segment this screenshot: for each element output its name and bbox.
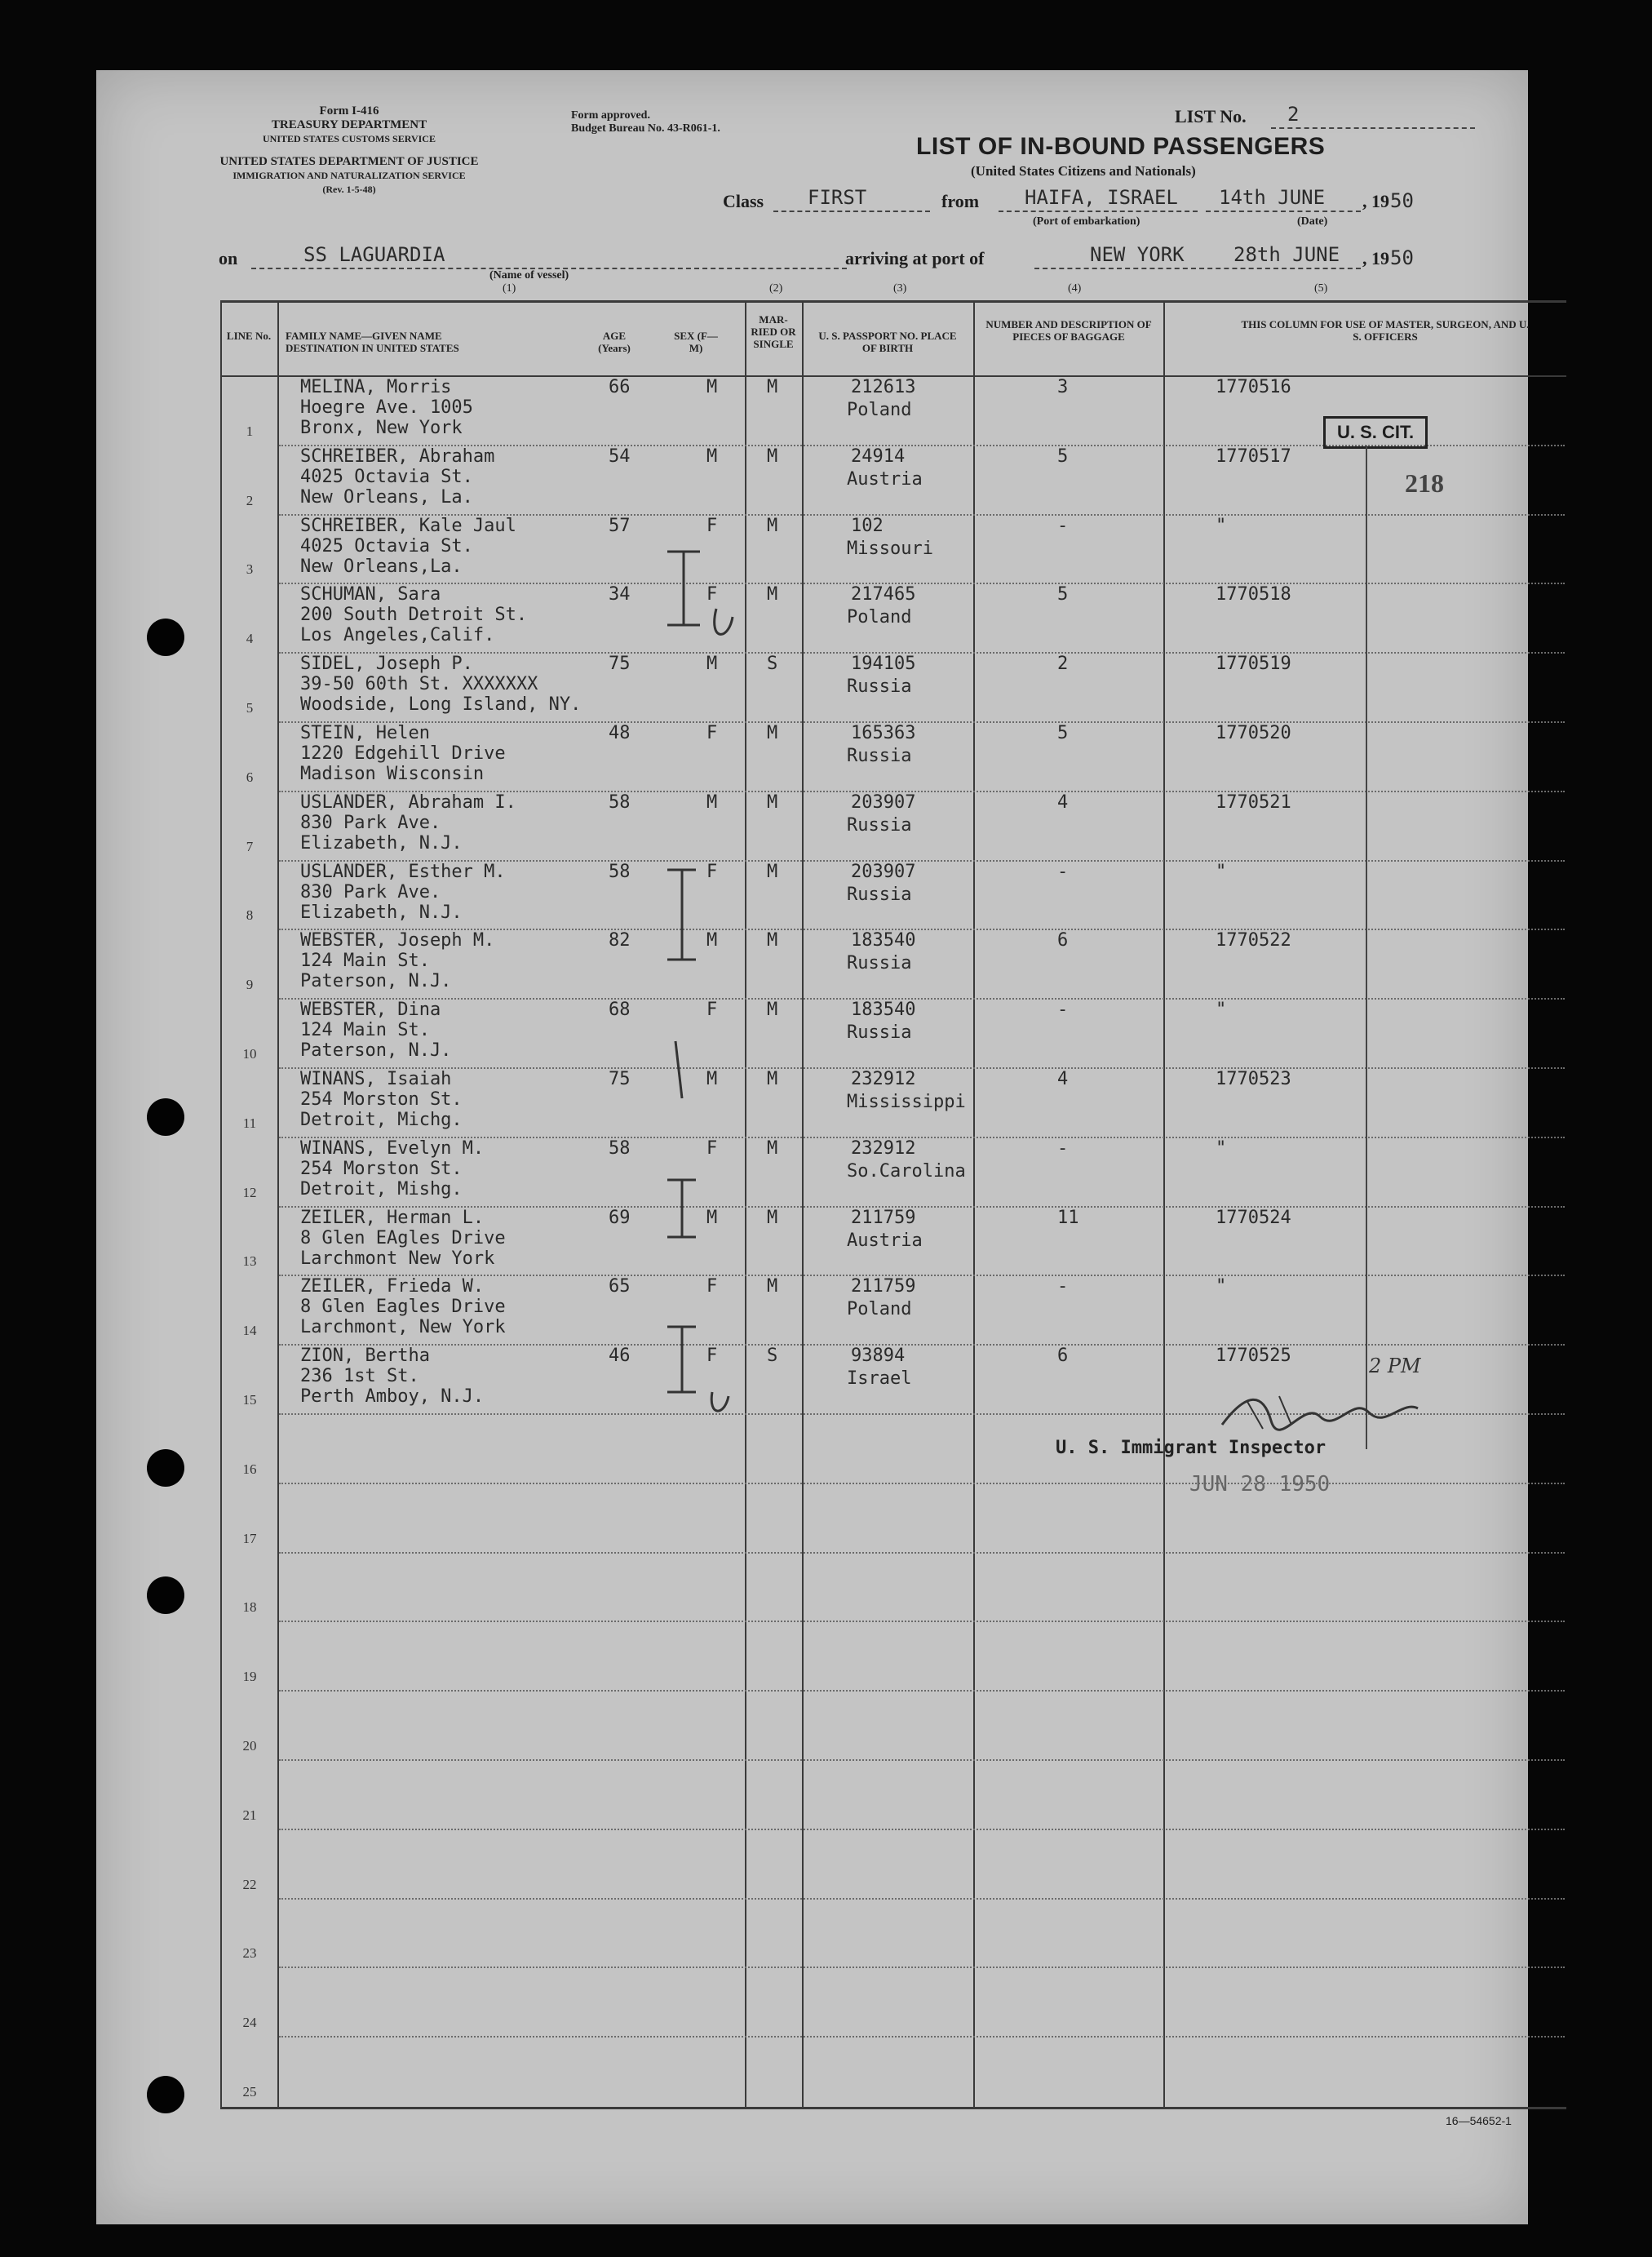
- place-of-birth: Israel: [847, 1368, 912, 1389]
- col-num-4: (4): [1068, 282, 1082, 295]
- passenger-name: STEIN, Helen: [300, 723, 430, 743]
- passenger-city: New Orleans, La.: [300, 487, 473, 508]
- passport-number: 24914: [851, 446, 906, 467]
- class-label: Class: [723, 191, 764, 211]
- pm-note: 2 PM: [1369, 1355, 1421, 1377]
- passenger-sex: F: [706, 1138, 718, 1159]
- line-number: 21: [242, 1807, 257, 1823]
- officer-number: 1770522: [1216, 930, 1291, 951]
- passport-number: 232912: [851, 1138, 916, 1159]
- passport-number: 232912: [851, 1069, 916, 1089]
- line-number: 20: [242, 1738, 257, 1754]
- passenger-marital: M: [767, 1138, 778, 1159]
- row-divider: [279, 1759, 1565, 1761]
- row-divider: [279, 1690, 1565, 1692]
- passenger-city: New Orleans,La.: [300, 556, 463, 577]
- col-header-age: AGE (Years): [598, 330, 631, 354]
- baggage-count: -: [1057, 1138, 1069, 1159]
- row-divider: [279, 583, 1565, 584]
- line-number: 2: [246, 493, 254, 508]
- row-divider: [279, 721, 1565, 723]
- class-value: FIRST: [808, 186, 867, 209]
- ins-service: IMMIGRATION AND NATURALIZATION SERVICE: [233, 170, 466, 181]
- col-header-baggage: NUMBER AND DESCRIPTION OF PIECES OF BAGGAGE: [985, 318, 1152, 343]
- passenger-street: 200 South Detroit St.: [300, 605, 528, 625]
- row-divider: [279, 1898, 1565, 1900]
- officer-number: ": [1216, 516, 1227, 536]
- passenger-name: ZEILER, Herman L.: [300, 1208, 485, 1228]
- line-number: 15: [242, 1392, 257, 1408]
- vessel-caption: (Name of vessel): [489, 269, 569, 282]
- passenger-name: USLANDER, Esther M.: [300, 862, 506, 882]
- line-number: 11: [242, 1115, 257, 1131]
- passenger-street: 4025 Octavia St.: [300, 536, 473, 556]
- passenger-age: 65: [609, 1276, 631, 1297]
- passenger-street: 124 Main St.: [300, 1020, 430, 1040]
- place-of-birth: Poland: [847, 1299, 912, 1319]
- line-number: 16: [242, 1461, 257, 1477]
- passenger-marital: M: [767, 1208, 778, 1228]
- form-number: Form I-416: [319, 104, 379, 118]
- passenger-street: 236 1st St.: [300, 1366, 419, 1386]
- inspector-label: U. S. Immigrant Inspector: [1056, 1438, 1326, 1458]
- count-218: 218: [1405, 468, 1444, 498]
- line-number: 25: [242, 2084, 257, 2100]
- passport-number: 102: [851, 516, 884, 536]
- col-num-2: (2): [769, 282, 783, 295]
- passenger-sex: F: [706, 862, 718, 882]
- place-of-birth: Russia: [847, 1022, 912, 1043]
- line-number: 9: [246, 977, 254, 992]
- arrival-port: NEW YORK: [1090, 243, 1185, 266]
- passenger-list-page: [96, 70, 1528, 2224]
- baggage-count: 5: [1057, 446, 1069, 467]
- row-divider: [279, 1621, 1565, 1622]
- passport-number: 211759: [851, 1276, 916, 1297]
- customs-service: UNITED STATES CUSTOMS SERVICE: [263, 133, 436, 144]
- officer-number: 1770518: [1216, 584, 1291, 605]
- place-of-birth: So.Carolina: [847, 1161, 966, 1182]
- place-of-birth: Mississippi: [847, 1092, 966, 1112]
- col-num-1: (1): [503, 282, 516, 295]
- row-divider: [279, 1344, 1565, 1346]
- passport-number: 183540: [851, 1000, 916, 1020]
- punch-hole: [147, 1576, 184, 1614]
- passenger-name: WINANS, Isaiah: [300, 1069, 452, 1089]
- baggage-count: 5: [1057, 584, 1069, 605]
- passenger-name: SCHUMAN, Sara: [300, 584, 441, 605]
- baggage-count: 4: [1057, 1069, 1069, 1089]
- revision: (Rev. 1-5-48): [322, 184, 376, 195]
- passenger-marital: M: [767, 723, 778, 743]
- line-number: 18: [242, 1599, 257, 1615]
- passenger-age: 58: [609, 792, 631, 813]
- port-caption: (Port of embarkation): [1033, 215, 1140, 228]
- place-of-birth: Russia: [847, 953, 912, 973]
- line-number: 12: [242, 1185, 257, 1200]
- passenger-city: Detroit, Michg.: [300, 1110, 463, 1130]
- passport-number: 217465: [851, 584, 916, 605]
- list-no-value: 2: [1287, 103, 1300, 126]
- passport-number: 212613: [851, 377, 916, 397]
- place-of-birth: Russia: [847, 676, 912, 697]
- passenger-marital: M: [767, 446, 778, 467]
- arrival-date: 28th JUNE: [1233, 243, 1340, 266]
- punch-hole: [147, 1098, 184, 1136]
- arrival-year-prefix: , 19: [1362, 248, 1389, 268]
- passenger-city: Detroit, Mishg.: [300, 1179, 463, 1199]
- officer-number: 1770520: [1216, 723, 1291, 743]
- inspector-date-stamp: JUN 28 1950: [1189, 1472, 1331, 1497]
- place-of-birth: Russia: [847, 885, 912, 905]
- passenger-street: 254 Morston St.: [300, 1089, 463, 1110]
- row-divider: [279, 2036, 1565, 2038]
- line-number: 24: [242, 2015, 257, 2030]
- punch-hole: [147, 1449, 184, 1487]
- col-num-3: (3): [893, 282, 907, 295]
- passenger-city: Elizabeth, N.J.: [300, 833, 463, 854]
- col-header-sex: SEX (F—M): [674, 330, 718, 354]
- handwritten-marks: [651, 527, 749, 1441]
- passenger-sex: M: [706, 446, 718, 467]
- line-number: 14: [242, 1323, 257, 1338]
- treasury-dept: TREASURY DEPARTMENT: [271, 118, 427, 131]
- line-number: 22: [242, 1877, 257, 1892]
- passenger-city: Bronx, New York: [300, 418, 463, 438]
- page-title: LIST OF IN-BOUND PASSENGERS: [916, 133, 1326, 160]
- officer-number: 1770523: [1216, 1069, 1291, 1089]
- passenger-age: 75: [609, 1069, 631, 1089]
- passenger-name: SCHREIBER, Abraham: [300, 446, 495, 467]
- arriving-label: arriving at port of: [845, 248, 985, 268]
- line-number: 5: [246, 700, 254, 716]
- passenger-street: 254 Morston St.: [300, 1159, 463, 1179]
- passenger-sex: M: [706, 1069, 718, 1089]
- passenger-marital: M: [767, 930, 778, 951]
- officer-number: ": [1216, 1276, 1227, 1297]
- line-number: 8: [246, 907, 254, 923]
- passenger-street: 8 Glen Eagles Drive: [300, 1297, 506, 1317]
- passenger-age: 54: [609, 446, 631, 467]
- officer-number: ": [1216, 1000, 1227, 1020]
- passenger-city: Paterson, N.J.: [300, 971, 452, 991]
- passenger-age: 68: [609, 1000, 631, 1020]
- passenger-sex: F: [706, 516, 718, 536]
- line-number: 17: [242, 1531, 257, 1546]
- passenger-age: 46: [609, 1346, 631, 1366]
- us-citizen-stamp: U. S. CIT.: [1323, 416, 1428, 449]
- passenger-city: Woodside, Long Island, NY.: [300, 694, 582, 715]
- officer-number: 1770521: [1216, 792, 1291, 813]
- justice-dept: UNITED STATES DEPARTMENT OF JUSTICE: [219, 155, 479, 168]
- baggage-count: 6: [1057, 1346, 1069, 1366]
- passenger-street: 830 Park Ave.: [300, 882, 441, 902]
- passenger-sex: M: [706, 930, 718, 951]
- passenger-sex: F: [706, 584, 718, 605]
- col-num-5: (5): [1314, 282, 1328, 295]
- line-number: 3: [246, 561, 254, 577]
- passenger-age: 66: [609, 377, 631, 397]
- line-number: 6: [246, 769, 254, 785]
- passport-number: 165363: [851, 723, 916, 743]
- arrival-year: 50: [1390, 246, 1414, 269]
- place-of-birth: Austria: [847, 469, 923, 490]
- officer-number: 1770525: [1216, 1346, 1291, 1366]
- passenger-city: Paterson, N.J.: [300, 1040, 452, 1061]
- budget-bureau: Budget Bureau No. 43-R061-1.: [571, 122, 720, 135]
- line-number: 1: [246, 423, 254, 439]
- passport-number: 203907: [851, 792, 916, 813]
- row-divider: [279, 1483, 1565, 1484]
- baggage-count: -: [1057, 1000, 1069, 1020]
- passenger-age: 75: [609, 654, 631, 674]
- officer-number: 1770516: [1216, 377, 1291, 397]
- passenger-street: Hoegre Ave. 1005: [300, 397, 473, 418]
- passenger-age: 58: [609, 1138, 631, 1159]
- row-divider: [279, 1829, 1565, 1830]
- place-of-birth: Russia: [847, 815, 912, 836]
- passenger-marital: M: [767, 377, 778, 397]
- embark-year: 50: [1390, 189, 1414, 212]
- line-number: 10: [242, 1046, 257, 1062]
- passenger-sex: M: [706, 377, 718, 397]
- punch-hole: [147, 619, 184, 656]
- passenger-age: 57: [609, 516, 631, 536]
- line-number: 19: [242, 1669, 257, 1684]
- passenger-city: Larchmont, New York: [300, 1317, 506, 1337]
- passenger-street: 39-50 60th St. XXXXXXX: [300, 674, 538, 694]
- passenger-sex: M: [706, 792, 718, 813]
- passenger-marital: M: [767, 1276, 778, 1297]
- officer-number: 1770517: [1216, 446, 1291, 467]
- passenger-sex: F: [706, 723, 718, 743]
- passenger-name: WINANS, Evelyn M.: [300, 1138, 485, 1159]
- passenger-city: Los Angeles,Calif.: [300, 625, 495, 645]
- embark-year-prefix: , 19: [1362, 191, 1389, 211]
- inspector-signature: [1214, 1384, 1426, 1441]
- passport-number: 203907: [851, 862, 916, 882]
- place-of-birth: Russia: [847, 746, 912, 766]
- passenger-city: Elizabeth, N.J.: [300, 902, 463, 923]
- officer-number: 1770519: [1216, 654, 1291, 674]
- passenger-name: SIDEL, Joseph P.: [300, 654, 473, 674]
- on-label: on: [219, 248, 238, 268]
- passport-number: 183540: [851, 930, 916, 951]
- passenger-marital: M: [767, 862, 778, 882]
- row-divider: [279, 1552, 1565, 1554]
- date-caption: (Date): [1297, 215, 1328, 228]
- passenger-sex: F: [706, 1000, 718, 1020]
- passenger-sex: F: [706, 1346, 718, 1366]
- passenger-sex: M: [706, 654, 718, 674]
- line-number: 4: [246, 631, 254, 646]
- passenger-street: 1220 Edgehill Drive: [300, 743, 506, 764]
- place-of-birth: Poland: [847, 607, 912, 627]
- list-no-label: LIST No.: [1175, 106, 1247, 126]
- passenger-name: WEBSTER, Dina: [300, 1000, 441, 1020]
- baggage-count: 2: [1057, 654, 1069, 674]
- passenger-city: Madison Wisconsin: [300, 764, 485, 784]
- passenger-name: USLANDER, Abraham I.: [300, 792, 516, 813]
- passport-number: 194105: [851, 654, 916, 674]
- col-header-name: FAMILY NAME—GIVEN NAME DESTINATION IN UNITED STATES: [286, 330, 459, 354]
- passenger-sex: M: [706, 1208, 718, 1228]
- passenger-street: 8 Glen EAgles Drive: [300, 1228, 506, 1248]
- passenger-name: SCHREIBER, Kale Jaul: [300, 516, 516, 536]
- line-number: 7: [246, 839, 254, 854]
- passenger-marital: S: [767, 1346, 778, 1366]
- passenger-name: MELINA, Morris: [300, 377, 452, 397]
- officer-number: ": [1216, 862, 1227, 882]
- passenger-age: 69: [609, 1208, 631, 1228]
- passenger-sex: F: [706, 1276, 718, 1297]
- row-divider: [279, 1967, 1565, 1968]
- passenger-marital: S: [767, 654, 778, 674]
- baggage-count: -: [1057, 1276, 1069, 1297]
- passenger-name: WEBSTER, Joseph M.: [300, 930, 495, 951]
- passenger-name: ZION, Bertha: [300, 1346, 430, 1366]
- passenger-marital: M: [767, 584, 778, 605]
- line-number: 23: [242, 1945, 257, 1961]
- passenger-marital: M: [767, 1069, 778, 1089]
- line-number: 13: [242, 1253, 257, 1269]
- passport-number: 93894: [851, 1346, 906, 1366]
- form-approved: Form approved.: [571, 109, 650, 122]
- col-header-line: LINE No.: [226, 330, 272, 342]
- row-divider: [279, 998, 1565, 1000]
- passenger-age: 58: [609, 862, 631, 882]
- punch-hole: [147, 2076, 184, 2113]
- place-of-birth: Poland: [847, 400, 912, 420]
- passenger-city: Perth Amboy, N.J.: [300, 1386, 485, 1407]
- place-of-birth: Missouri: [847, 539, 933, 559]
- passenger-marital: M: [767, 516, 778, 536]
- passenger-city: Larchmont New York: [300, 1248, 495, 1269]
- baggage-count: -: [1057, 516, 1069, 536]
- passport-number: 211759: [851, 1208, 916, 1228]
- row-divider: [279, 1067, 1565, 1069]
- embark-date: 14th JUNE: [1219, 186, 1326, 209]
- passenger-age: 48: [609, 723, 631, 743]
- baggage-count: 3: [1057, 377, 1069, 397]
- port-of-embarkation: HAIFA, ISRAEL: [1025, 186, 1178, 209]
- page-subtitle: (United States Citizens and Nationals): [971, 163, 1196, 179]
- from-label: from: [941, 191, 980, 211]
- passenger-age: 34: [609, 584, 631, 605]
- baggage-count: 4: [1057, 792, 1069, 813]
- col-header-married: MAR-RIED OR SINGLE: [751, 313, 796, 350]
- form-footer-code: 16—54652-1: [1446, 2114, 1512, 2127]
- vessel-name: SS LAGUARDIA: [303, 243, 445, 266]
- baggage-count: -: [1057, 862, 1069, 882]
- passenger-street: 124 Main St.: [300, 951, 430, 971]
- col-header-officers: THIS COLUMN FOR USE OF MASTER, SURGEON, AND U. S. OFFICERS: [1241, 318, 1530, 343]
- baggage-count: 11: [1057, 1208, 1079, 1228]
- passenger-name: ZEILER, Frieda W.: [300, 1276, 485, 1297]
- passenger-marital: M: [767, 792, 778, 813]
- passenger-street: 4025 Octavia St.: [300, 467, 473, 487]
- officer-number: ": [1216, 1138, 1227, 1159]
- place-of-birth: Austria: [847, 1230, 923, 1251]
- passenger-street: 830 Park Ave.: [300, 813, 441, 833]
- passenger-marital: M: [767, 1000, 778, 1020]
- baggage-count: 6: [1057, 930, 1069, 951]
- col-header-passport: U. S. PASSPORT NO. PLACE OF BIRTH: [818, 330, 957, 354]
- baggage-count: 5: [1057, 723, 1069, 743]
- officer-number: 1770524: [1216, 1208, 1291, 1228]
- passenger-age: 82: [609, 930, 631, 951]
